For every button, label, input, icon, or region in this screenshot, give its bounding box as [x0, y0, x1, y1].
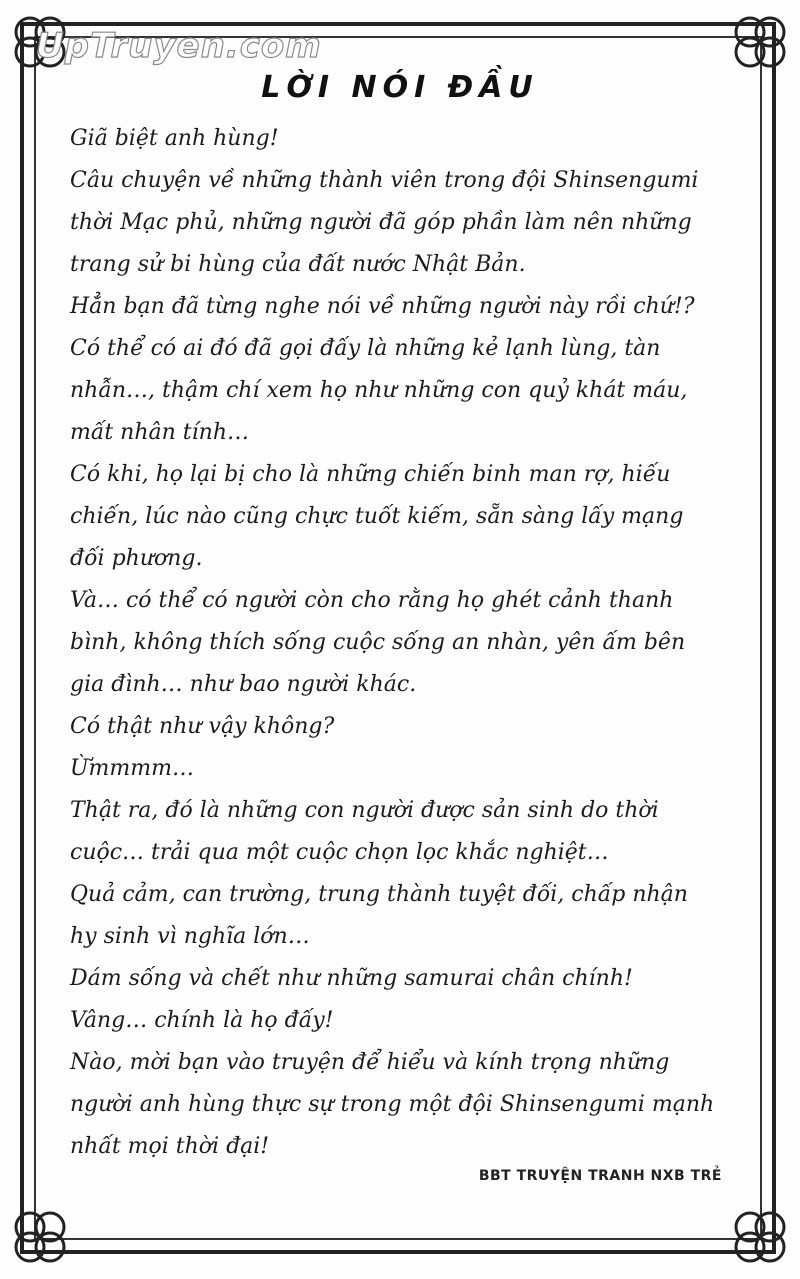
text-line: mất nhân tính…	[70, 420, 250, 445]
preface-text	[70, 118, 760, 1168]
text-line: thời Mạc phủ, những người đã góp phần làm nên những	[70, 210, 692, 235]
text-line: Có khi, họ lại bị cho là những chiến binh man rợ, hiếu	[70, 462, 671, 487]
signature: BBT TRUYỆN TRANH NXB TRẺ	[478, 1168, 722, 1184]
text-line: trang sử bi hùng của đất nước Nhật Bản.	[70, 252, 526, 277]
text-line: gia đình… như bao người khác.	[70, 672, 417, 697]
celtic-knot-icon	[728, 1205, 792, 1269]
text-line: người anh hùng thực sự trong một đội Shinsengumi mạnh	[70, 1092, 715, 1117]
text-line: Nào, mời bạn vào truyện để hiểu và kính trọng những	[70, 1050, 670, 1075]
text-line: chiến, lúc nào cũng chực tuốt kiếm, sẵn sàng lấy mạng	[70, 504, 684, 529]
text-line: Quả cảm, can trường, trung thành tuyệt đối, chấp nhận	[70, 882, 688, 907]
text-line: Giã biệt anh hùng!	[70, 126, 279, 151]
text-line: bình, không thích sống cuộc sống an nhàn, yên ấm bên	[70, 630, 686, 655]
text-line: Và… có thể có người còn cho rằng họ ghét cảnh thanh	[70, 588, 674, 613]
celtic-knot-icon	[728, 10, 792, 74]
text-line: hy sinh vì nghĩa lớn…	[70, 924, 310, 949]
text-line: cuộc… trải qua một cuộc chọn lọc khắc nghiệt…	[70, 840, 609, 865]
text-line: nhất mọi thời đại!	[70, 1134, 270, 1159]
text-line: Thật ra, đó là những con người được sản sinh do thời	[70, 798, 659, 823]
text-line: Ừmmmm…	[70, 756, 194, 781]
text-line: Có thật như vậy không?	[70, 714, 335, 739]
text-line: Hẳn bạn đã từng nghe nói về những người này rồi chứ!?	[70, 294, 695, 319]
watermark: UpTruyen.com	[36, 26, 322, 66]
page-title: LỜI NÓI ĐẦU	[261, 70, 539, 105]
text-line: đối phương.	[70, 546, 203, 571]
text-line: Câu chuyện về những thành viên trong đội Shinsengumi	[70, 168, 699, 193]
text-line: Có thể có ai đó đã gọi đấy là những kẻ lạnh lùng, tàn	[70, 336, 661, 361]
text-line: Vâng… chính là họ đấy!	[70, 1008, 334, 1033]
text-line: Dám sống và chết như những samurai chân chính!	[70, 966, 633, 991]
text-line: nhẫn…, thậm chí xem họ như những con quỷ khát máu,	[70, 378, 688, 403]
celtic-knot-icon	[8, 1205, 72, 1269]
